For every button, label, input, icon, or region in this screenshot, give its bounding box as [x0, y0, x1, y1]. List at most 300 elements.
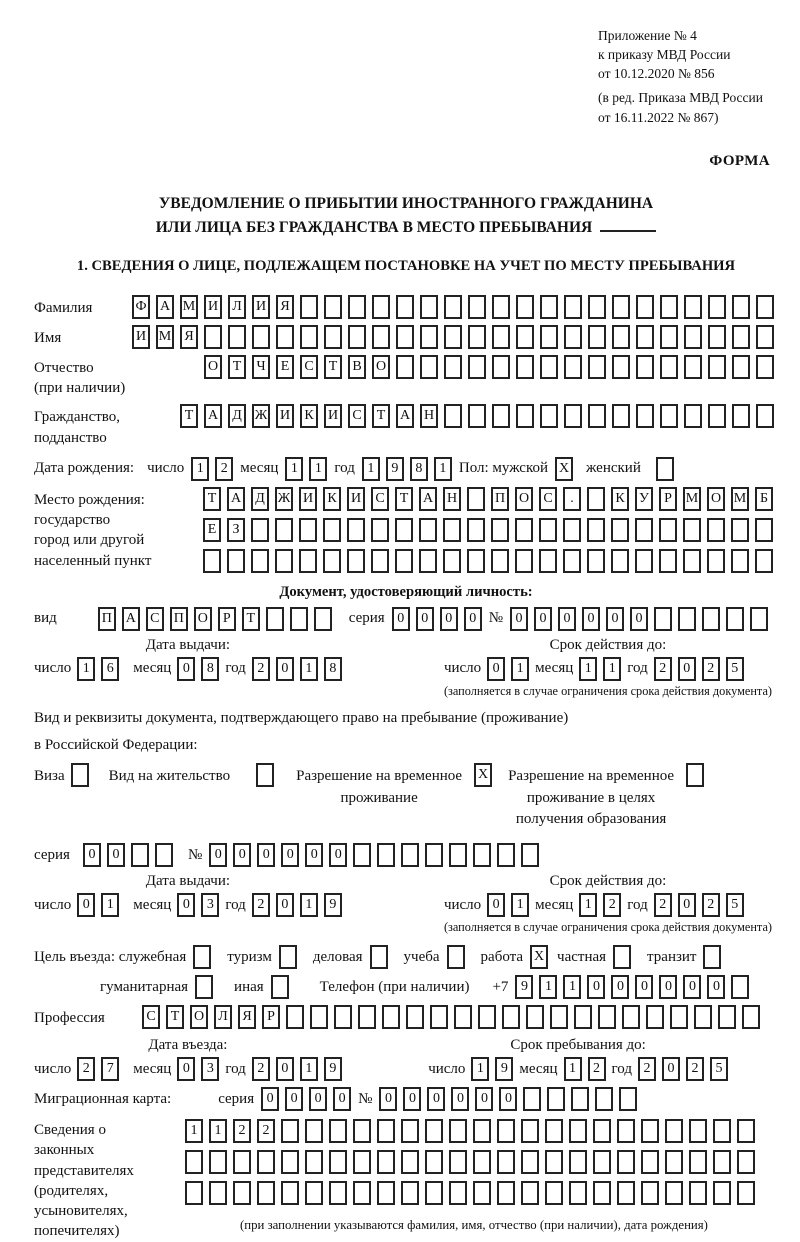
- char-cell[interactable]: О: [515, 487, 533, 511]
- char-cell[interactable]: 2: [252, 1057, 270, 1081]
- char-cell[interactable]: [444, 404, 462, 428]
- char-cell[interactable]: [515, 518, 533, 542]
- char-cell[interactable]: 0: [416, 607, 434, 631]
- char-cell[interactable]: 0: [683, 975, 701, 999]
- char-cell[interactable]: [550, 1005, 568, 1029]
- char-cell[interactable]: [545, 1150, 563, 1174]
- char-cell[interactable]: [641, 1119, 659, 1143]
- char-cell[interactable]: [281, 1150, 299, 1174]
- char-cell[interactable]: 0: [582, 607, 600, 631]
- char-cell[interactable]: [372, 325, 390, 349]
- char-cell[interactable]: 0: [464, 607, 482, 631]
- char-cell[interactable]: [382, 1005, 400, 1029]
- checkbox-purpose-official[interactable]: [193, 945, 211, 969]
- char-cell[interactable]: [233, 1150, 251, 1174]
- char-cell[interactable]: 1: [191, 457, 209, 481]
- char-cell[interactable]: [654, 607, 672, 631]
- char-cell[interactable]: 0: [635, 975, 653, 999]
- char-cell[interactable]: [683, 518, 701, 542]
- char-cell[interactable]: [694, 1005, 712, 1029]
- char-cell[interactable]: Т: [242, 607, 260, 631]
- char-cell[interactable]: [377, 1181, 395, 1205]
- char-cell[interactable]: [563, 549, 581, 573]
- char-cell[interactable]: 0: [83, 843, 101, 867]
- char-cell[interactable]: [659, 518, 677, 542]
- char-cell[interactable]: К: [300, 404, 318, 428]
- char-cell[interactable]: 1: [511, 893, 529, 917]
- char-cell[interactable]: 0: [403, 1087, 421, 1111]
- char-cell[interactable]: Т: [372, 404, 390, 428]
- char-cell[interactable]: Ж: [252, 404, 270, 428]
- char-cell[interactable]: [377, 1119, 395, 1143]
- char-cell[interactable]: З: [227, 518, 245, 542]
- char-cell[interactable]: [492, 355, 510, 379]
- char-cell[interactable]: Е: [276, 355, 294, 379]
- char-cell[interactable]: О: [190, 1005, 208, 1029]
- checkbox-study-residence[interactable]: [686, 763, 704, 787]
- char-cell[interactable]: [617, 1181, 635, 1205]
- char-cell[interactable]: И: [299, 487, 317, 511]
- char-cell[interactable]: [497, 1181, 515, 1205]
- char-cell[interactable]: 1: [185, 1119, 203, 1143]
- char-cell[interactable]: [545, 1119, 563, 1143]
- char-cell[interactable]: Я: [276, 295, 294, 319]
- char-cell[interactable]: 1: [300, 657, 318, 681]
- char-cell[interactable]: 0: [475, 1087, 493, 1111]
- checkbox-residence-permit[interactable]: [256, 763, 274, 787]
- char-cell[interactable]: Т: [166, 1005, 184, 1029]
- char-cell[interactable]: [641, 1181, 659, 1205]
- char-cell[interactable]: [334, 1005, 352, 1029]
- char-cell[interactable]: [395, 518, 413, 542]
- char-cell[interactable]: [732, 404, 750, 428]
- char-cell[interactable]: [516, 404, 534, 428]
- char-cell[interactable]: 9: [495, 1057, 513, 1081]
- char-cell[interactable]: 1: [539, 975, 557, 999]
- char-cell[interactable]: [323, 549, 341, 573]
- char-cell[interactable]: М: [156, 325, 174, 349]
- char-cell[interactable]: [750, 607, 768, 631]
- char-cell[interactable]: 0: [177, 657, 195, 681]
- char-cell[interactable]: [660, 295, 678, 319]
- char-cell[interactable]: [636, 325, 654, 349]
- char-cell[interactable]: 1: [362, 457, 380, 481]
- char-cell[interactable]: [756, 295, 774, 319]
- char-cell[interactable]: 2: [638, 1057, 656, 1081]
- char-cell[interactable]: Л: [214, 1005, 232, 1029]
- char-cell[interactable]: П: [98, 607, 116, 631]
- char-cell[interactable]: [564, 355, 582, 379]
- checkbox-purpose-humanitarian[interactable]: [195, 975, 213, 999]
- char-cell[interactable]: Я: [180, 325, 198, 349]
- char-cell[interactable]: [275, 518, 293, 542]
- checkbox-purpose-other[interactable]: [271, 975, 289, 999]
- char-cell[interactable]: [467, 518, 485, 542]
- char-cell[interactable]: 0: [510, 607, 528, 631]
- char-cell[interactable]: К: [611, 487, 629, 511]
- char-cell[interactable]: [587, 518, 605, 542]
- char-cell[interactable]: 2: [257, 1119, 275, 1143]
- char-cell[interactable]: [595, 1087, 613, 1111]
- char-cell[interactable]: [348, 325, 366, 349]
- char-cell[interactable]: 0: [606, 607, 624, 631]
- char-cell[interactable]: [492, 404, 510, 428]
- char-cell[interactable]: М: [683, 487, 701, 511]
- char-cell[interactable]: [251, 518, 269, 542]
- char-cell[interactable]: 0: [534, 607, 552, 631]
- char-cell[interactable]: [756, 325, 774, 349]
- char-cell[interactable]: [612, 404, 630, 428]
- char-cell[interactable]: Я: [238, 1005, 256, 1029]
- char-cell[interactable]: А: [227, 487, 245, 511]
- char-cell[interactable]: 2: [654, 657, 672, 681]
- char-cell[interactable]: 1: [300, 1057, 318, 1081]
- checkbox-purpose-study[interactable]: [447, 945, 465, 969]
- char-cell[interactable]: [737, 1181, 755, 1205]
- char-cell[interactable]: [281, 1181, 299, 1205]
- char-cell[interactable]: [641, 1150, 659, 1174]
- char-cell[interactable]: 9: [515, 975, 533, 999]
- char-cell[interactable]: [468, 355, 486, 379]
- char-cell[interactable]: [732, 325, 750, 349]
- char-cell[interactable]: [670, 1005, 688, 1029]
- char-cell[interactable]: 1: [309, 457, 327, 481]
- char-cell[interactable]: [233, 1181, 251, 1205]
- char-cell[interactable]: [569, 1181, 587, 1205]
- char-cell[interactable]: П: [491, 487, 509, 511]
- char-cell[interactable]: 0: [678, 657, 696, 681]
- char-cell[interactable]: [348, 295, 366, 319]
- char-cell[interactable]: 0: [257, 843, 275, 867]
- char-cell[interactable]: [726, 607, 744, 631]
- char-cell[interactable]: [619, 1087, 637, 1111]
- char-cell[interactable]: [588, 404, 606, 428]
- char-cell[interactable]: [310, 1005, 328, 1029]
- char-cell[interactable]: [742, 1005, 760, 1029]
- char-cell[interactable]: [732, 355, 750, 379]
- char-cell[interactable]: В: [348, 355, 366, 379]
- char-cell[interactable]: 1: [101, 893, 119, 917]
- char-cell[interactable]: 6: [101, 657, 119, 681]
- char-cell[interactable]: Ф: [132, 295, 150, 319]
- char-cell[interactable]: [571, 1087, 589, 1111]
- char-cell[interactable]: [371, 549, 389, 573]
- char-cell[interactable]: [707, 549, 725, 573]
- char-cell[interactable]: [204, 325, 222, 349]
- char-cell[interactable]: О: [204, 355, 222, 379]
- char-cell[interactable]: [684, 295, 702, 319]
- char-cell[interactable]: [377, 1150, 395, 1174]
- char-cell[interactable]: 0: [440, 607, 458, 631]
- char-cell[interactable]: С: [348, 404, 366, 428]
- char-cell[interactable]: 0: [276, 893, 294, 917]
- char-cell[interactable]: [737, 1150, 755, 1174]
- char-cell[interactable]: [467, 549, 485, 573]
- char-cell[interactable]: [449, 1181, 467, 1205]
- char-cell[interactable]: [276, 325, 294, 349]
- char-cell[interactable]: 3: [201, 893, 219, 917]
- char-cell[interactable]: [353, 1119, 371, 1143]
- char-cell[interactable]: 5: [710, 1057, 728, 1081]
- char-cell[interactable]: 1: [511, 657, 529, 681]
- char-cell[interactable]: [300, 325, 318, 349]
- char-cell[interactable]: [708, 295, 726, 319]
- char-cell[interactable]: Д: [251, 487, 269, 511]
- char-cell[interactable]: [683, 549, 701, 573]
- char-cell[interactable]: [443, 518, 461, 542]
- char-cell[interactable]: [622, 1005, 640, 1029]
- char-cell[interactable]: 0: [630, 607, 648, 631]
- char-cell[interactable]: Т: [395, 487, 413, 511]
- char-cell[interactable]: [275, 549, 293, 573]
- char-cell[interactable]: М: [180, 295, 198, 319]
- checkbox-female[interactable]: [656, 457, 674, 481]
- char-cell[interactable]: [473, 1150, 491, 1174]
- char-cell[interactable]: 0: [659, 975, 677, 999]
- char-cell[interactable]: [497, 843, 515, 867]
- char-cell[interactable]: 5: [726, 657, 744, 681]
- char-cell[interactable]: 2: [215, 457, 233, 481]
- char-cell[interactable]: 2: [702, 657, 720, 681]
- char-cell[interactable]: [563, 518, 581, 542]
- char-cell[interactable]: 0: [209, 843, 227, 867]
- char-cell[interactable]: И: [204, 295, 222, 319]
- char-cell[interactable]: 1: [564, 1057, 582, 1081]
- char-cell[interactable]: [588, 295, 606, 319]
- char-cell[interactable]: [635, 549, 653, 573]
- char-cell[interactable]: [449, 843, 467, 867]
- char-cell[interactable]: [425, 843, 443, 867]
- char-cell[interactable]: [665, 1181, 683, 1205]
- char-cell[interactable]: 1: [285, 457, 303, 481]
- char-cell[interactable]: [329, 1119, 347, 1143]
- char-cell[interactable]: [593, 1119, 611, 1143]
- char-cell[interactable]: И: [347, 487, 365, 511]
- char-cell[interactable]: [636, 355, 654, 379]
- char-cell[interactable]: Т: [228, 355, 246, 379]
- char-cell[interactable]: [660, 355, 678, 379]
- char-cell[interactable]: [419, 518, 437, 542]
- char-cell[interactable]: [324, 295, 342, 319]
- char-cell[interactable]: [353, 1150, 371, 1174]
- char-cell[interactable]: [684, 325, 702, 349]
- char-cell[interactable]: [185, 1150, 203, 1174]
- char-cell[interactable]: [286, 1005, 304, 1029]
- char-cell[interactable]: [660, 404, 678, 428]
- char-cell[interactable]: [329, 1181, 347, 1205]
- char-cell[interactable]: 0: [305, 843, 323, 867]
- char-cell[interactable]: [612, 325, 630, 349]
- char-cell[interactable]: [401, 1119, 419, 1143]
- char-cell[interactable]: 0: [662, 1057, 680, 1081]
- char-cell[interactable]: [713, 1150, 731, 1174]
- char-cell[interactable]: 0: [276, 657, 294, 681]
- checkbox-purpose-transit[interactable]: [703, 945, 721, 969]
- char-cell[interactable]: [305, 1119, 323, 1143]
- char-cell[interactable]: 3: [201, 1057, 219, 1081]
- char-cell[interactable]: [515, 549, 533, 573]
- char-cell[interactable]: А: [204, 404, 222, 428]
- char-cell[interactable]: [689, 1150, 707, 1174]
- char-cell[interactable]: 0: [107, 843, 125, 867]
- char-cell[interactable]: [419, 549, 437, 573]
- char-cell[interactable]: [257, 1150, 275, 1174]
- char-cell[interactable]: 2: [702, 893, 720, 917]
- char-cell[interactable]: [737, 1119, 755, 1143]
- char-cell[interactable]: [564, 325, 582, 349]
- char-cell[interactable]: [449, 1150, 467, 1174]
- char-cell[interactable]: 0: [177, 1057, 195, 1081]
- char-cell[interactable]: 0: [379, 1087, 397, 1111]
- char-cell[interactable]: 1: [603, 657, 621, 681]
- char-cell[interactable]: [454, 1005, 472, 1029]
- char-cell[interactable]: [372, 295, 390, 319]
- char-cell[interactable]: 2: [77, 1057, 95, 1081]
- char-cell[interactable]: 2: [654, 893, 672, 917]
- char-cell[interactable]: [540, 355, 558, 379]
- char-cell[interactable]: О: [372, 355, 390, 379]
- checkbox-purpose-business[interactable]: [370, 945, 388, 969]
- char-cell[interactable]: 0: [707, 975, 725, 999]
- char-cell[interactable]: [396, 355, 414, 379]
- char-cell[interactable]: [636, 404, 654, 428]
- char-cell[interactable]: [526, 1005, 544, 1029]
- char-cell[interactable]: [708, 355, 726, 379]
- char-cell[interactable]: 0: [281, 843, 299, 867]
- char-cell[interactable]: И: [132, 325, 150, 349]
- char-cell[interactable]: Р: [659, 487, 677, 511]
- char-cell[interactable]: [617, 1119, 635, 1143]
- char-cell[interactable]: [756, 404, 774, 428]
- char-cell[interactable]: [540, 325, 558, 349]
- char-cell[interactable]: [353, 843, 371, 867]
- char-cell[interactable]: [347, 549, 365, 573]
- char-cell[interactable]: [252, 325, 270, 349]
- char-cell[interactable]: [492, 325, 510, 349]
- char-cell[interactable]: 1: [300, 893, 318, 917]
- char-cell[interactable]: [468, 325, 486, 349]
- char-cell[interactable]: [257, 1181, 275, 1205]
- char-cell[interactable]: 0: [177, 893, 195, 917]
- char-cell[interactable]: [324, 325, 342, 349]
- checkbox-male[interactable]: X: [555, 457, 573, 481]
- char-cell[interactable]: О: [194, 607, 212, 631]
- char-cell[interactable]: [523, 1087, 541, 1111]
- char-cell[interactable]: Б: [755, 487, 773, 511]
- char-cell[interactable]: С: [142, 1005, 160, 1029]
- char-cell[interactable]: [574, 1005, 592, 1029]
- checkbox-purpose-work[interactable]: X: [530, 945, 548, 969]
- char-cell[interactable]: [547, 1087, 565, 1111]
- char-cell[interactable]: [395, 549, 413, 573]
- char-cell[interactable]: [305, 1150, 323, 1174]
- char-cell[interactable]: .: [563, 487, 581, 511]
- char-cell[interactable]: 0: [427, 1087, 445, 1111]
- char-cell[interactable]: [659, 549, 677, 573]
- char-cell[interactable]: [449, 1119, 467, 1143]
- char-cell[interactable]: [371, 518, 389, 542]
- char-cell[interactable]: [612, 355, 630, 379]
- char-cell[interactable]: К: [323, 487, 341, 511]
- char-cell[interactable]: [540, 295, 558, 319]
- char-cell[interactable]: [545, 1181, 563, 1205]
- char-cell[interactable]: [353, 1181, 371, 1205]
- char-cell[interactable]: [420, 355, 438, 379]
- char-cell[interactable]: 0: [309, 1087, 327, 1111]
- char-cell[interactable]: 0: [285, 1087, 303, 1111]
- char-cell[interactable]: 1: [563, 975, 581, 999]
- char-cell[interactable]: [684, 355, 702, 379]
- char-cell[interactable]: [539, 549, 557, 573]
- char-cell[interactable]: 0: [333, 1087, 351, 1111]
- char-cell[interactable]: [732, 295, 750, 319]
- char-cell[interactable]: [209, 1150, 227, 1174]
- char-cell[interactable]: [444, 295, 462, 319]
- char-cell[interactable]: [443, 549, 461, 573]
- char-cell[interactable]: [713, 1119, 731, 1143]
- char-cell[interactable]: 0: [261, 1087, 279, 1111]
- char-cell[interactable]: 0: [329, 843, 347, 867]
- char-cell[interactable]: Т: [203, 487, 221, 511]
- char-cell[interactable]: [420, 325, 438, 349]
- char-cell[interactable]: Р: [262, 1005, 280, 1029]
- char-cell[interactable]: [708, 404, 726, 428]
- char-cell[interactable]: [521, 1181, 539, 1205]
- char-cell[interactable]: [420, 295, 438, 319]
- char-cell[interactable]: Д: [228, 404, 246, 428]
- checkbox-visa[interactable]: [71, 763, 89, 787]
- char-cell[interactable]: [564, 404, 582, 428]
- char-cell[interactable]: [473, 843, 491, 867]
- char-cell[interactable]: [646, 1005, 664, 1029]
- char-cell[interactable]: Е: [203, 518, 221, 542]
- char-cell[interactable]: 7: [101, 1057, 119, 1081]
- char-cell[interactable]: [540, 404, 558, 428]
- char-cell[interactable]: [588, 325, 606, 349]
- char-cell[interactable]: 0: [499, 1087, 517, 1111]
- char-cell[interactable]: [718, 1005, 736, 1029]
- char-cell[interactable]: [425, 1119, 443, 1143]
- char-cell[interactable]: [612, 295, 630, 319]
- char-cell[interactable]: [516, 295, 534, 319]
- char-cell[interactable]: [228, 325, 246, 349]
- char-cell[interactable]: С: [539, 487, 557, 511]
- char-cell[interactable]: [689, 1119, 707, 1143]
- char-cell[interactable]: 2: [588, 1057, 606, 1081]
- char-cell[interactable]: [707, 518, 725, 542]
- char-cell[interactable]: [266, 607, 284, 631]
- char-cell[interactable]: [131, 843, 149, 867]
- char-cell[interactable]: [396, 295, 414, 319]
- char-cell[interactable]: [468, 295, 486, 319]
- char-cell[interactable]: Р: [218, 607, 236, 631]
- char-cell[interactable]: [323, 518, 341, 542]
- char-cell[interactable]: [708, 325, 726, 349]
- char-cell[interactable]: [425, 1181, 443, 1205]
- char-cell[interactable]: [478, 1005, 496, 1029]
- char-cell[interactable]: [305, 1181, 323, 1205]
- char-cell[interactable]: А: [396, 404, 414, 428]
- char-cell[interactable]: [347, 518, 365, 542]
- char-cell[interactable]: [491, 549, 509, 573]
- char-cell[interactable]: Ж: [275, 487, 293, 511]
- char-cell[interactable]: Н: [443, 487, 461, 511]
- char-cell[interactable]: [358, 1005, 376, 1029]
- char-cell[interactable]: [593, 1150, 611, 1174]
- char-cell[interactable]: [713, 1181, 731, 1205]
- char-cell[interactable]: 0: [678, 893, 696, 917]
- char-cell[interactable]: [521, 843, 539, 867]
